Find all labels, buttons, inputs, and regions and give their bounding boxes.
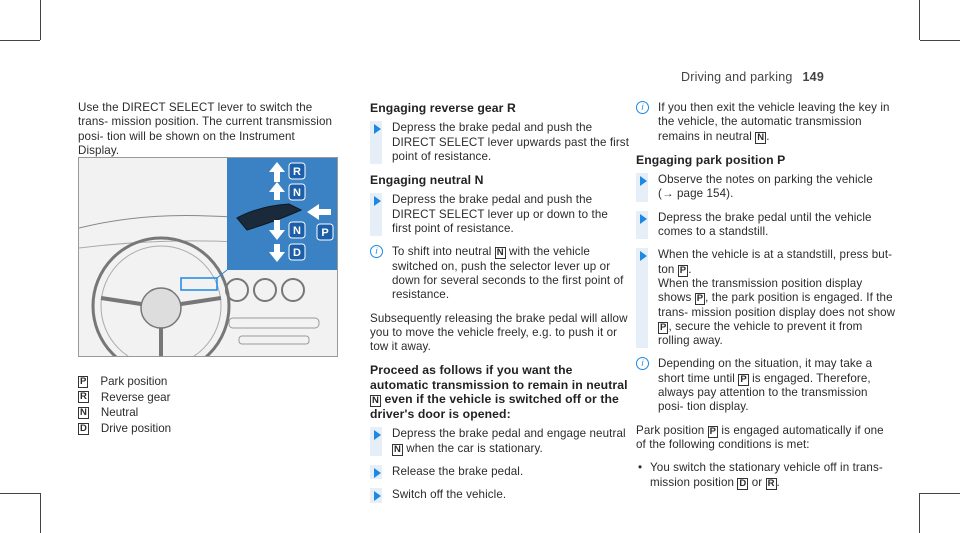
heading-proceed xyxy=(370,363,630,421)
crop-mark xyxy=(40,0,41,40)
heading-neutral: Engaging neutral N xyxy=(370,173,484,188)
crop-mark xyxy=(0,493,40,494)
key-d-icon: D xyxy=(739,477,747,489)
column-right xyxy=(636,101,896,490)
key-r-icon: R xyxy=(767,477,775,489)
label-p: P xyxy=(321,227,329,239)
crop-mark xyxy=(920,40,960,41)
step-text: Observe the notes on parking the vehicle xyxy=(658,173,873,187)
key-n-icon: N xyxy=(80,406,87,418)
page-header xyxy=(681,70,824,84)
column-middle xyxy=(370,101,630,512)
note-exit-vehicle: i If you then exit the vehicle leaving the key in the vehicle, the automatic transmission remains in neutral N . xyxy=(636,101,896,144)
label-n-lower: N xyxy=(293,225,301,237)
heading-reverse: Engaging reverse gear R xyxy=(370,101,516,115)
crop-mark xyxy=(919,0,920,40)
info-icon: i xyxy=(636,101,649,114)
note-text: If you then exit the vehicle leaving the key in the vehicle, the automatic transmission remains in neutral xyxy=(658,101,890,143)
legend-item xyxy=(78,374,171,390)
intro-text: Use the DIRECT SELECT lever to switch the trans- mission position. The current transmission posi- tion will be shown on the Instrument Display. xyxy=(78,101,333,157)
key-n-icon: N xyxy=(394,443,401,455)
gear-lever-figure xyxy=(78,157,338,357)
paragraph-text: is engaged automatically if one of the following conditions is met: xyxy=(636,423,884,451)
legend-label: Park position xyxy=(100,375,168,388)
arrow-icon xyxy=(374,491,381,501)
step-observe-notes xyxy=(636,173,896,202)
heading-text: Proceed as follows if you want the automatic transmission to remain in neutral xyxy=(370,363,628,392)
step-reverse xyxy=(370,121,630,164)
key-n-icon: N xyxy=(757,131,765,143)
bullet-text: or xyxy=(751,475,763,489)
step-text: When the vehicle is at a standstill, press but- ton xyxy=(658,248,893,276)
gear-legend xyxy=(78,374,171,436)
step-text: Depress the brake pedal and engage neutral xyxy=(392,427,626,441)
key-p-icon: P xyxy=(740,373,747,385)
legend-item xyxy=(78,421,171,437)
arrow-icon xyxy=(374,196,381,206)
note-text: with the vehicle switched on, push the selector lever up or down for several seconds to the first point of resistance. xyxy=(392,245,624,302)
note-text: Depending on the situation, it may take a short time until xyxy=(658,357,873,385)
condition-bullet: • You switch the stationary vehicle off in trans- mission position D or R . xyxy=(636,461,896,490)
arrow-icon xyxy=(374,430,381,440)
step-release-brake xyxy=(370,465,630,479)
legend-label: Drive position xyxy=(100,421,172,435)
auto-park-text xyxy=(636,424,896,453)
step-text: Switch off the vehicle. xyxy=(392,488,507,502)
page-reference-link[interactable]: (→ page 154). xyxy=(658,187,734,201)
label-n-upper: N xyxy=(293,187,301,199)
step-depress-brake xyxy=(636,211,896,240)
crop-mark xyxy=(40,493,41,533)
info-icon: i xyxy=(636,357,649,370)
arrow-icon xyxy=(640,176,647,186)
arrow-icon xyxy=(640,214,647,224)
step-text: when the car is stationary. xyxy=(406,441,543,455)
key-p-icon: P xyxy=(80,375,87,387)
step-text: , the park position is engaged. If the trans- mission position display does not show xyxy=(658,291,896,319)
note-text: is engaged. Therefore, always pay attention to the transmission posi- tion display. xyxy=(658,371,871,414)
subsequent-text: Subsequently releasing the brake pedal will allow you to move the vehicle freely, e.g. to push it or tow it away. xyxy=(370,311,628,354)
step-switch-off xyxy=(370,488,630,502)
dashboard-illustration xyxy=(79,158,337,356)
step-text: Depress the brake pedal and push the DIRECT SELECT lever upwards past the first point of resistance. xyxy=(392,121,630,163)
crop-mark xyxy=(920,493,960,494)
label-r: R xyxy=(293,166,301,178)
note-text: To shift into neutral xyxy=(392,245,492,259)
key-n-icon: N xyxy=(372,395,379,407)
crop-mark xyxy=(919,493,920,533)
arrow-icon xyxy=(374,468,381,478)
step-text: Release the brake pedal. xyxy=(392,464,524,478)
legend-label: Reverse gear xyxy=(100,390,171,404)
bullet-text: You switch the stationary vehicle off in trans- mission position xyxy=(650,461,883,489)
key-p-icon: P xyxy=(660,321,667,333)
legend-item xyxy=(78,390,171,406)
legend-item xyxy=(78,405,171,421)
info-icon: i xyxy=(370,245,383,258)
key-p-icon: P xyxy=(709,425,717,437)
key-n-icon: N xyxy=(496,247,504,259)
step-neutral xyxy=(370,193,630,236)
label-d: D xyxy=(293,247,301,259)
step-engage-neutral xyxy=(370,427,630,456)
key-d-icon: D xyxy=(80,422,87,434)
paragraph-text: Park position xyxy=(636,423,705,437)
note-depending xyxy=(636,357,896,414)
note-neutral xyxy=(370,245,630,302)
heading-park: Engaging park position P xyxy=(636,152,786,167)
page-number: 149 xyxy=(802,70,824,84)
key-p-icon: P xyxy=(696,293,704,305)
crop-mark xyxy=(0,40,40,41)
step-text: Depress the brake pedal until the vehicle comes to a standstill. xyxy=(658,210,872,239)
step-text: , secure the vehicle to prevent it from rolling away. xyxy=(658,319,863,348)
arrow-icon xyxy=(640,251,647,261)
legend-label: Neutral xyxy=(100,406,139,420)
key-r-icon: R xyxy=(80,391,87,403)
step-text: When the transmission position display shows xyxy=(658,276,863,305)
arrow-icon xyxy=(374,124,381,134)
key-p-icon: P xyxy=(679,264,687,276)
step-press-button: When the vehicle is at a standstill, press but- ton P . When the transmission position display shows P , the park position is engaged. If the trans- mission position display does not show P , secure the vehicle to prevent it from rolling away. xyxy=(636,248,896,348)
step-text: Depress the brake pedal and push the DIRECT SELECT lever up or down to the first point of resistance. xyxy=(392,193,608,236)
heading-text: even if the vehicle is switched off or the driver's door is opened: xyxy=(370,392,619,422)
section-title: Driving and parking xyxy=(681,70,793,84)
